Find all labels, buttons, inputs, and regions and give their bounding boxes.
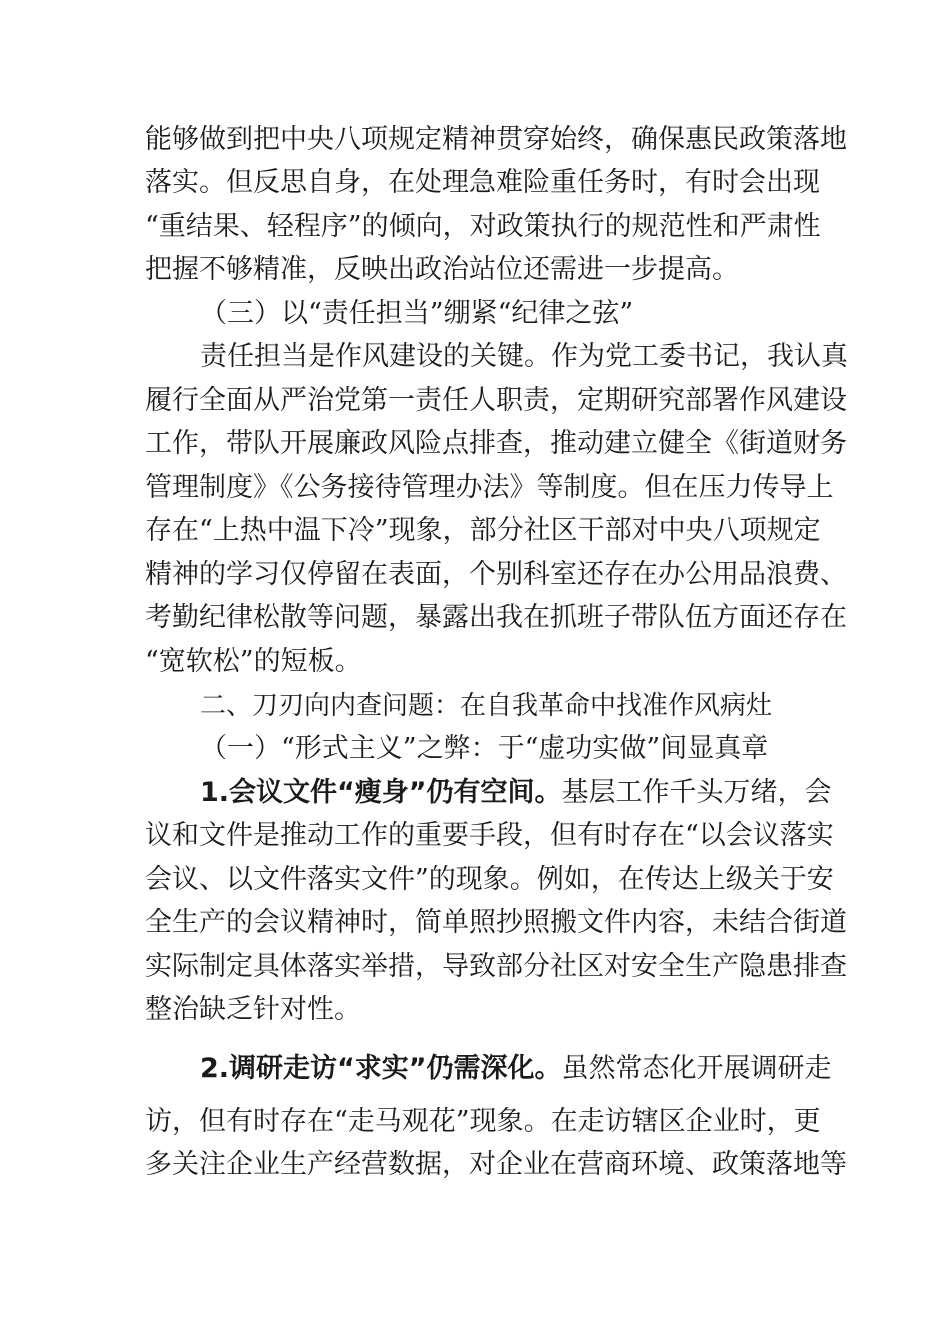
paragraph-line: 把握不够精准，反映出政治站位还需进一步提高。: [145, 254, 739, 285]
paragraph-line: “重结果、轻程序”的倾向，对政策执行的规范性和严肃性: [145, 211, 821, 242]
section-heading: （三）以“责任担当”绷紧“纪律之弦”: [200, 298, 634, 329]
paragraph-line: 全生产的会议精神时，简单照抄照搬文件内容，未结合街道: [145, 907, 847, 938]
paragraph-line: 议和文件是推动工作的重要手段，但有时存在“以会议落实: [145, 820, 834, 851]
item-2-first-line: [200, 1049, 832, 1089]
chapter-heading: 二、刀刃向内查问题：在自我革命中找准作风病灶: [200, 691, 773, 721]
paragraph-line: 实际制定具体落实举措，导致部分社区对安全生产隐患排查: [145, 951, 847, 982]
paragraph-line: 存在“上热中温下冷”现象，部分社区干部对中央八项规定: [145, 515, 821, 546]
item-2-lead: 2.调研走访“求实”仍需深化。: [200, 1053, 562, 1084]
item-1-first-line: [200, 773, 832, 813]
item-1-rest: 基层工作千头万绪，会: [561, 777, 832, 808]
item-2-rest: 虽然常态化开展调研走: [561, 1053, 832, 1084]
paragraph-line: 多关注企业生产经营数据，对企业在营商环境、政策落地等: [145, 1149, 847, 1180]
paragraph-line: 履行全面从严治党第一责任人职责，定期研究部署作风建设: [145, 385, 847, 416]
paragraph-line: 责任担当是作风建设的关键。作为党工委书记，我认真: [200, 341, 848, 372]
item-1-lead: 1.会议文件“瘦身”仍有空间。: [200, 777, 562, 808]
paragraph-line: 访，但有时存在“走马观花”现象。在走访辖区企业时，更: [145, 1106, 821, 1137]
paragraph-line: 落实。但反思自身，在处理急难险重任务时，有时会出现: [145, 167, 820, 198]
section-heading: （一）“形式主义”之弊：于“虚功实做”间显真章: [200, 733, 769, 764]
paragraph-line: “宽软松”的短板。: [145, 646, 362, 677]
paragraph-line: 管理制度》《公务接待管理办法》等制度。但在压力传导上: [145, 472, 834, 503]
paragraph-line: 整治缺乏针对性。: [145, 994, 361, 1025]
paragraph-line: 考勤纪律松散等问题，暴露出我在抓班子带队伍方面还存在: [145, 602, 847, 633]
paragraph-line: 工作，带队开展廉政风险点排查，推动建立健全《街道财务: [145, 428, 847, 459]
paragraph-line: 会议、以文件落实文件”的现象。例如，在传达上级关于安: [145, 864, 834, 895]
paragraph-line: 精神的学习仅停留在表面，个别科室还存在办公用品浪费、: [145, 559, 847, 590]
paragraph-line: 能够做到把中央八项规定精神贯穿始终，确保惠民政策落地: [145, 124, 847, 155]
